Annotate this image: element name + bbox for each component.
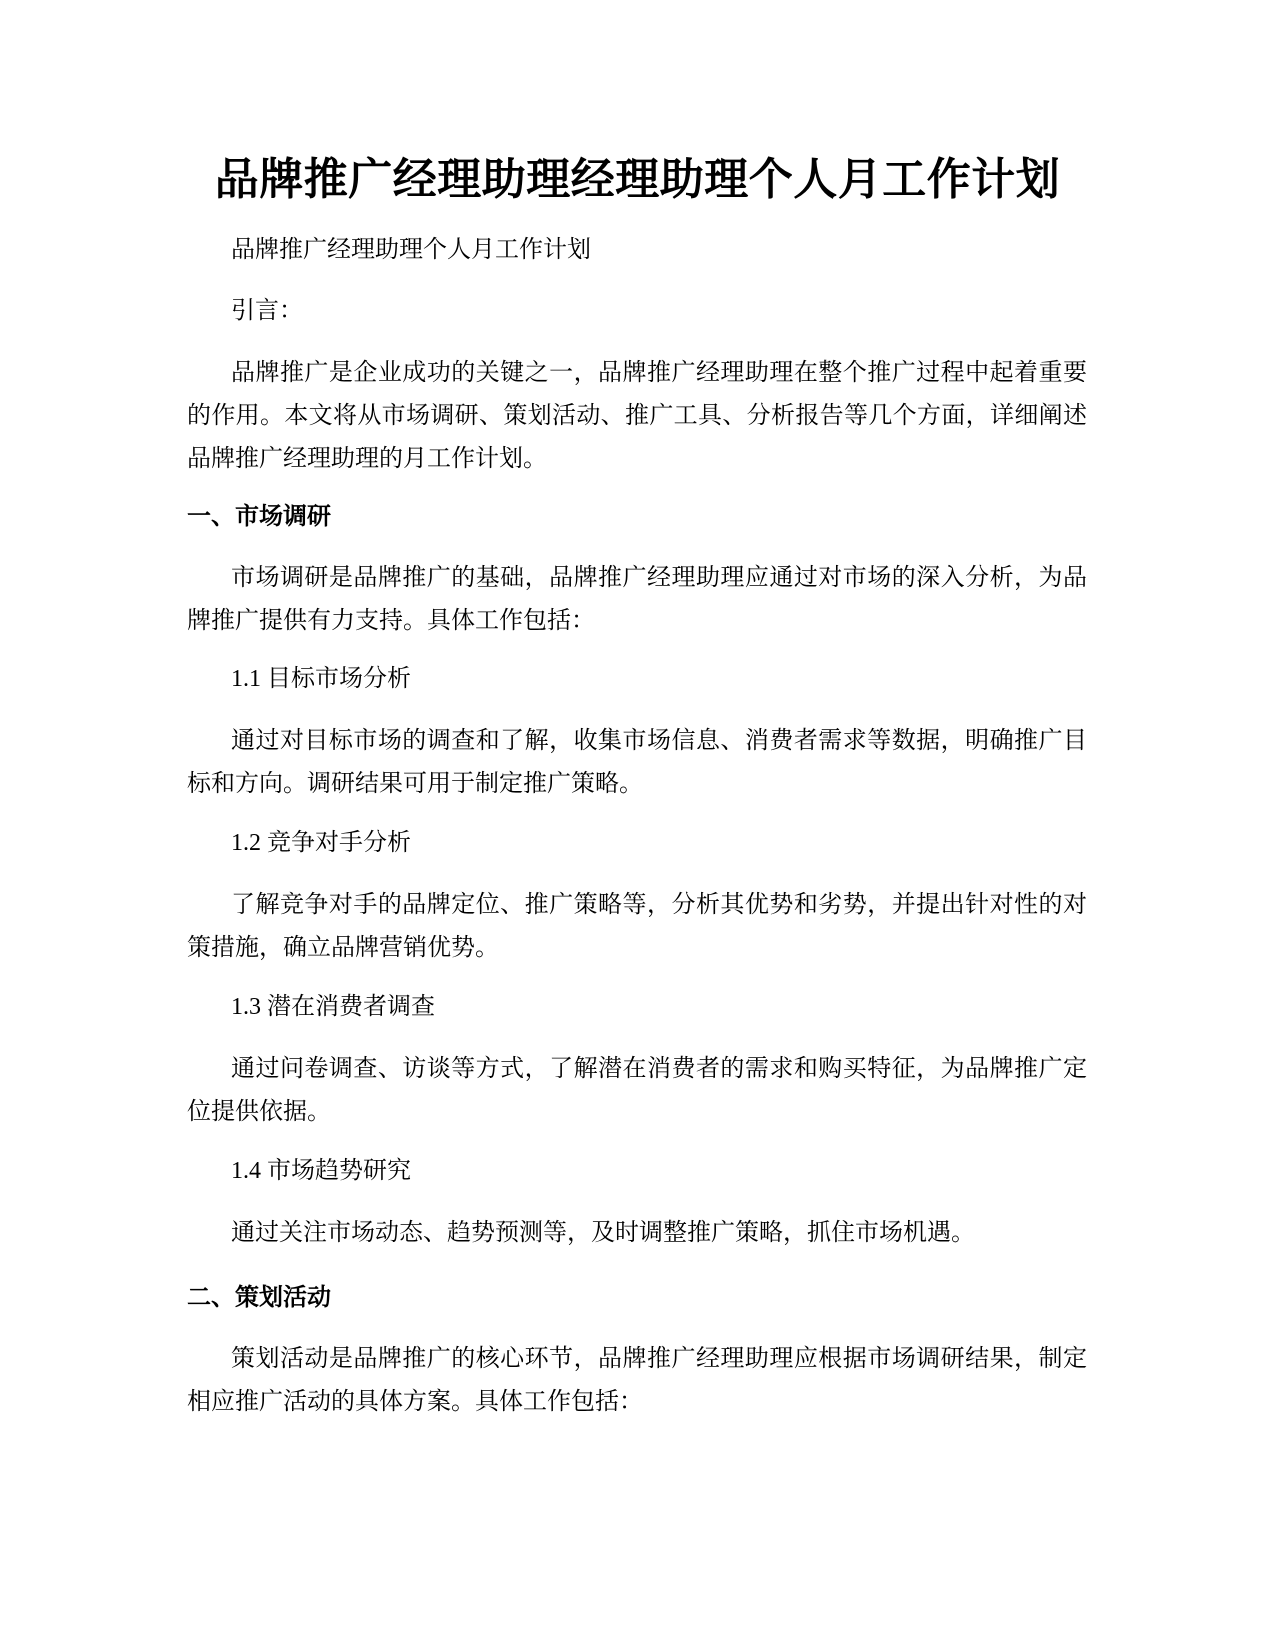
document-subtitle: 品牌推广经理助理个人月工作计划: [231, 237, 591, 263]
subsection-text: 通过关注市场动态、趋势预测等，及时调整推广策略，抓住市场机遇。: [231, 1220, 975, 1246]
subsection-text: 通过对目标市场的调查和了解，收集市场信息、消费者需求等数据，明确推广目标和方向。调研结果可用于制定推广策略。: [187, 728, 1087, 797]
subsection-title: 1.3 潜在消费者调查: [231, 994, 435, 1020]
intro-paragraph: 品牌推广是企业成功的关键之一，品牌推广经理助理在整个推广过程中起着重要的作用。本文将从市场调研、策划活动、推广工具、分析报告等几个方面，详细阐述品牌推广经理助理的月工作计划。: [187, 360, 1087, 472]
subsection-title: 1.4 市场趋势研究: [231, 1158, 411, 1184]
subsection-title: 1.1 目标市场分析: [231, 666, 411, 692]
subsection-text: 了解竞争对手的品牌定位、推广策略等，分析其优势和劣势，并提出针对性的对策措施，确立品牌营销优势。: [187, 892, 1087, 961]
section-intro-market-research: 市场调研是品牌推广的基础，品牌推广经理助理应通过对市场的深入分析，为品牌推广提供有力支持。具体工作包括：: [187, 565, 1087, 634]
section-intro-planning-activities: 策划活动是品牌推广的核心环节，品牌推广经理助理应根据市场调研结果，制定相应推广活动的具体方案。具体工作包括：: [187, 1346, 1087, 1415]
section-heading-planning-activities: 二、策划活动: [187, 1283, 331, 1311]
intro-label: 引言：: [231, 298, 303, 324]
document-title: 品牌推广经理助理经理助理个人月工作计划: [214, 154, 1061, 205]
section-heading-market-research: 一、市场调研: [187, 502, 331, 530]
subsection-title: 1.2 竞争对手分析: [231, 830, 411, 856]
subsection-text: 通过问卷调查、访谈等方式，了解潜在消费者的需求和购买特征，为品牌推广定位提供依据。: [187, 1056, 1087, 1125]
